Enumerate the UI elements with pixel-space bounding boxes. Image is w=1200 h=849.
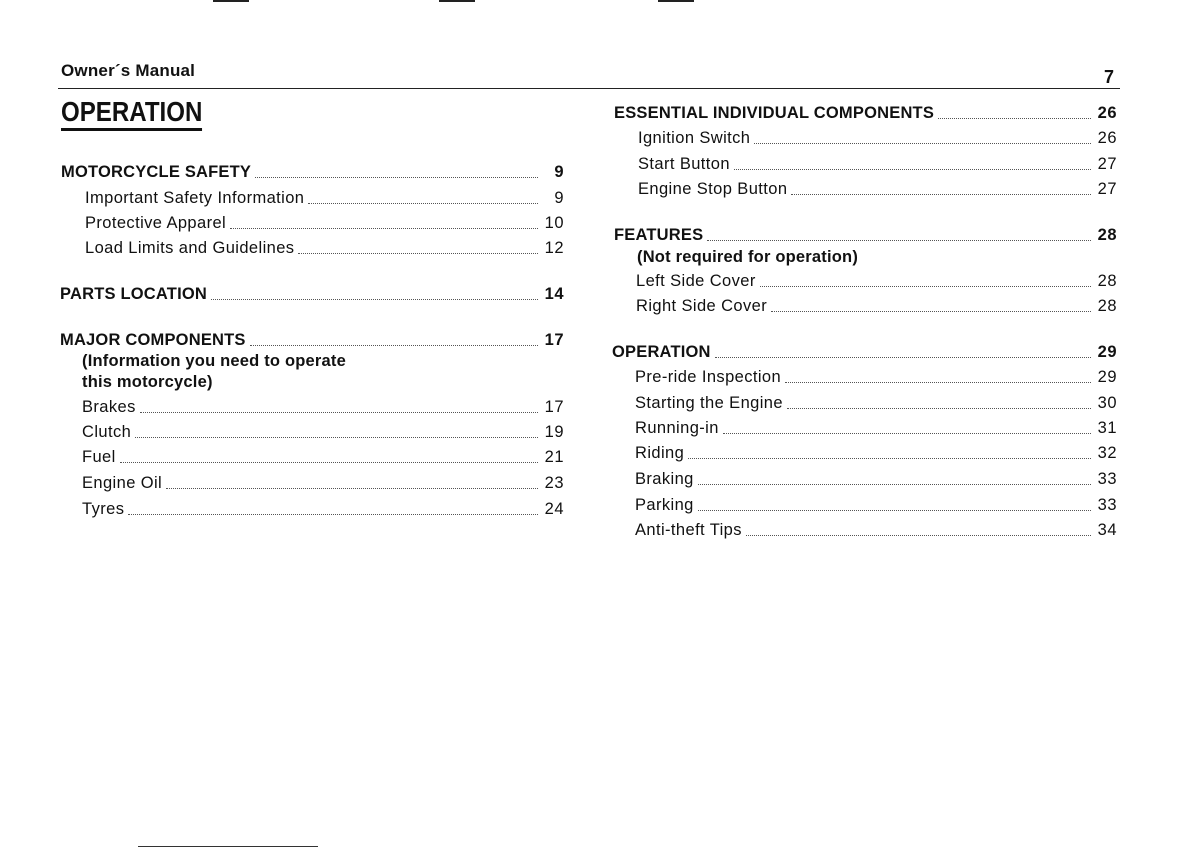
toc-entry <box>636 297 1117 316</box>
toc-entry-page: 31 <box>1097 419 1117 437</box>
toc-entry-page: 26 <box>1097 129 1117 147</box>
header-rule <box>58 88 1120 89</box>
toc-entry-page: 17 <box>544 398 564 416</box>
toc-entry-label: PARTS LOCATION <box>60 285 208 303</box>
scan-mark <box>213 0 249 2</box>
leader-dots <box>787 407 1091 409</box>
toc-entry <box>61 163 564 182</box>
toc-entry-page: 12 <box>544 239 564 257</box>
toc-entry-label: Starting the Engine <box>635 394 783 412</box>
section-title: OPERATION <box>61 96 202 131</box>
toc-entry-label: Important Safety Information <box>85 189 305 207</box>
toc-entry-page: 23 <box>544 474 564 492</box>
toc-entry-page: 28 <box>1097 272 1117 290</box>
leader-dots <box>255 176 538 178</box>
toc-entry-page: 28 <box>1097 226 1117 244</box>
leader-dots <box>698 509 1091 511</box>
leader-dots <box>120 461 538 463</box>
leader-dots <box>785 381 1091 383</box>
toc-entry-label: FEATURES <box>614 226 704 244</box>
toc-entry-page: 29 <box>1097 343 1117 361</box>
toc-entry <box>635 521 1117 540</box>
toc-entry-page: 33 <box>1097 470 1117 488</box>
toc-entry-label: Braking <box>635 470 694 488</box>
toc-entry-page: 21 <box>544 448 564 466</box>
toc-entry <box>85 189 564 208</box>
toc-entry <box>638 129 1117 148</box>
toc-entry-label: Left Side Cover <box>636 272 756 290</box>
toc-entry <box>614 226 1117 245</box>
toc-entry-label: Running-in <box>635 419 719 437</box>
toc-entry <box>85 239 564 258</box>
leader-dots <box>707 239 1091 241</box>
leader-dots <box>760 285 1091 287</box>
toc-entry-label: Protective Apparel <box>85 214 227 232</box>
leader-dots <box>298 252 538 254</box>
leader-dots <box>140 411 538 413</box>
leader-dots <box>791 193 1091 195</box>
toc-entry-label: OPERATION <box>612 343 711 361</box>
toc-entry-page: 26 <box>1097 104 1117 122</box>
leader-dots <box>734 168 1091 170</box>
toc-entry-page: 9 <box>554 163 564 181</box>
leader-dots <box>746 534 1091 536</box>
toc-entry <box>638 180 1117 199</box>
leader-dots <box>308 202 538 204</box>
toc-entry <box>635 444 1117 463</box>
toc-entry-label: Load Limits and Guidelines <box>85 239 295 257</box>
toc-note: this motorcycle) <box>82 373 213 391</box>
toc-entry <box>82 500 564 519</box>
leader-dots <box>128 513 538 515</box>
toc-entry-label: Anti-theft Tips <box>635 521 742 539</box>
toc-entry-label: Fuel <box>82 448 116 466</box>
toc-entry-label: MOTORCYCLE SAFETY <box>61 163 252 181</box>
manual-header-title: Owner´s Manual <box>61 61 196 80</box>
toc-entry-page: 27 <box>1097 155 1117 173</box>
toc-entry-page: 9 <box>554 189 564 207</box>
toc-entry-label: Riding <box>635 444 685 462</box>
toc-entry <box>612 343 1117 362</box>
toc-entry <box>60 285 564 304</box>
toc-entry <box>614 104 1117 123</box>
toc-entry-label: Brakes <box>82 398 136 416</box>
toc-entry-page: 24 <box>544 500 564 518</box>
toc-entry-label: Engine Oil <box>82 474 163 492</box>
toc-entry <box>82 448 564 467</box>
toc-entry-label: Pre-ride Inspection <box>635 368 782 386</box>
toc-entry-page: 17 <box>544 331 564 349</box>
scan-mark <box>439 0 475 2</box>
leader-dots <box>698 483 1091 485</box>
toc-entry-label: MAJOR COMPONENTS <box>60 331 246 349</box>
toc-entry <box>635 419 1117 438</box>
toc-entry-label: Tyres <box>82 500 125 518</box>
scan-mark <box>658 0 694 2</box>
leader-dots <box>250 344 538 346</box>
toc-entry-label: Ignition Switch <box>638 129 751 147</box>
toc-entry-page: 28 <box>1097 297 1117 315</box>
leader-dots <box>211 298 538 300</box>
toc-entry-page: 33 <box>1097 496 1117 514</box>
leader-dots <box>723 432 1091 434</box>
toc-entry <box>85 214 564 233</box>
toc-entry-page: 19 <box>544 423 564 441</box>
toc-entry <box>60 331 564 350</box>
toc-entry-page: 29 <box>1097 368 1117 386</box>
toc-entry-label: Engine Stop Button <box>638 180 788 198</box>
toc-entry <box>82 398 564 417</box>
toc-entry <box>638 155 1117 174</box>
toc-entry-label: Parking <box>635 496 694 514</box>
leader-dots <box>715 356 1091 358</box>
toc-entry <box>82 423 564 442</box>
toc-note: (Information you need to operate <box>82 352 346 370</box>
leader-dots <box>938 117 1091 119</box>
page-number: 7 <box>1104 67 1115 87</box>
toc-entry <box>635 496 1117 515</box>
toc-entry-page: 32 <box>1097 444 1117 462</box>
footer-rule <box>138 846 318 847</box>
toc-entry <box>636 272 1117 291</box>
leader-dots <box>230 227 538 229</box>
toc-entry-label: Start Button <box>638 155 730 173</box>
toc-entry-page: 27 <box>1097 180 1117 198</box>
toc-entry-label: ESSENTIAL INDIVIDUAL COMPONENTS <box>614 104 935 122</box>
leader-dots <box>771 310 1091 312</box>
toc-entry-page: 10 <box>544 214 564 232</box>
toc-entry-label: Clutch <box>82 423 132 441</box>
toc-entry-page: 14 <box>544 285 564 303</box>
toc-entry-label: Right Side Cover <box>636 297 768 315</box>
leader-dots <box>754 142 1091 144</box>
leader-dots <box>166 487 538 489</box>
toc-entry-page: 34 <box>1097 521 1117 539</box>
toc-entry-page: 30 <box>1097 394 1117 412</box>
toc-note: (Not required for operation) <box>637 248 859 266</box>
leader-dots <box>135 436 538 438</box>
toc-entry <box>635 368 1117 387</box>
toc-entry <box>635 394 1117 413</box>
toc-entry <box>82 474 564 493</box>
toc-entry <box>635 470 1117 489</box>
leader-dots <box>688 457 1091 459</box>
